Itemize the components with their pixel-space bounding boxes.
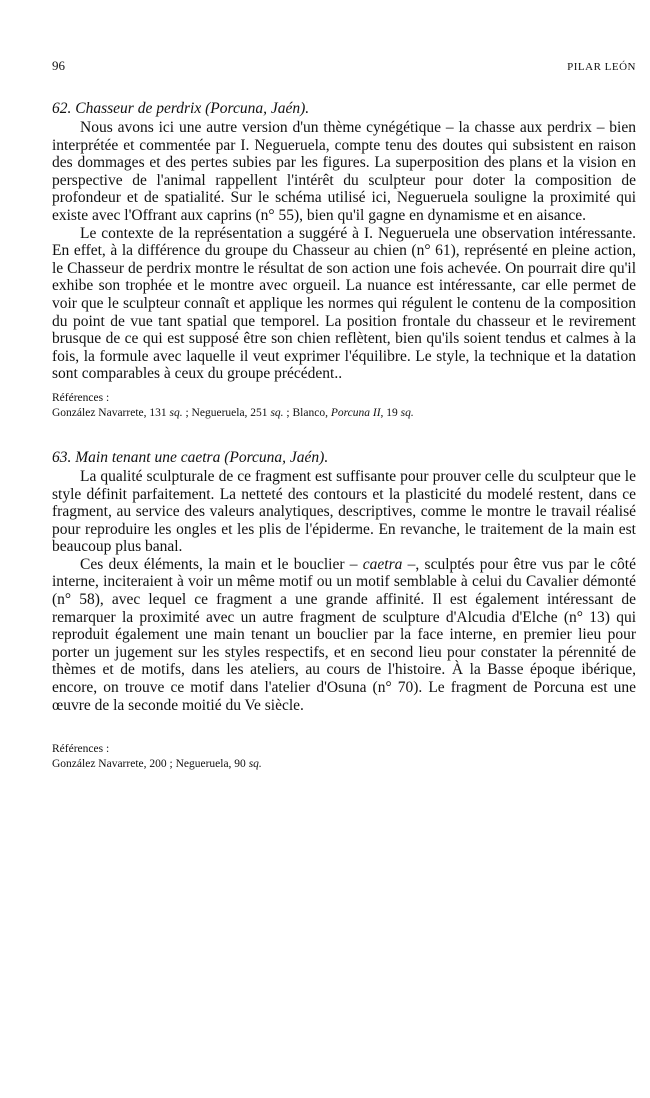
entry-title: 62. Chasseur de perdrix (Porcuna, Jaén). <box>52 100 310 117</box>
reference-abbrev: sq. <box>270 406 284 419</box>
italic-term: caetra <box>362 555 403 573</box>
catalog-entry-62 <box>52 100 636 421</box>
paragraph-text: –, sculptés pour être vus par le côté interne, inciteraient à voir un même motif ou un motif semblable à celui du Cavalier démonté (n° 58), avec lequel ce fragment a une grande affinité. Il est également intéressant de remarquer la proximité avec un autre fragment de sculpture d'Alcudia d'Elche (n° 13) qui reproduit également une main tenant un bouclier par la face interne, en premier lieu pour porter un jugement sur les styles respectifs, et en second lieu pour constater la pérennité de thèmes et de motifs, dans les ateliers, au cours de l'histoire. À la Basse époque ibérique, encore, on trouve ce motif dans l'atelier d'Osuna (n° 70). Le fragment de Porcuna est une œuvre de la seconde moitié du Ve siècle. <box>52 555 636 714</box>
entry-paragraph: La qualité sculpturale de ce fragment est suffisante pour prouver celle du sculpteur que le style définit parfaitement. La netteté des contours et la plasticité du modelé restent, dans ce fragment, au service des valeurs analytiques, descriptives, comme le montre le travail réalisé pour reproduire les ongles et les plis de l'épiderme. En revanche, le traitement de la main est beaucoup plus banal. <box>52 467 636 556</box>
page-number: 96 <box>52 58 65 73</box>
references-label: Références : <box>52 743 110 756</box>
page <box>52 58 636 772</box>
reference-text: González Navarrete, 200 ; Negueruela, 90 <box>52 758 249 771</box>
entry-paragraph <box>52 556 636 714</box>
paragraph-text: Ces deux éléments, la main et le bouclier – <box>80 555 363 573</box>
reference-text: , 19 <box>380 406 401 419</box>
reference-abbrev: sq. <box>248 758 262 771</box>
catalog-entry-63 <box>52 449 636 772</box>
references-label: Références : <box>52 391 110 404</box>
running-title: PILAR LEÓN <box>567 61 636 73</box>
reference-text: ; Negueruela, 251 <box>182 406 271 419</box>
reference-work-title: Porcuna II <box>330 406 381 419</box>
reference-abbrev: sq. <box>400 406 414 419</box>
reference-text: González Navarrete, 131 <box>52 406 170 419</box>
page-header <box>52 58 636 84</box>
entry-title: 63. Main tenant une caetra (Porcuna, Jaén). <box>52 448 329 466</box>
entry-paragraph: Le contexte de la représentation a suggéré à I. Negueruela une observation intéressante. En effet, à la différence du groupe du Chasseur au chien (n° 61), représenté en pleine action, le Chasseur de perdrix montre le résultat de son action une fois achevée. On pourrait dire qu'il exhibe son trophée et le montre avec orgueil. La nuance est intéressante, car elle permet de voir que le sculpteur connaît et applique les normes qui régulent le contenu de la composition du point de vue tant spatial que temporel. La position frontale du chasseur et le revirement brusque de ce qui est supposé être son chien reflètent, bien qu'ils soient tendus et calmes à la fois, la formule avec laquelle il veut exprimer l'équilibre. Le style, la technique et la datation sont comparables à ceux du groupe précédent.. <box>52 224 636 383</box>
references-list <box>52 757 636 772</box>
entry-paragraph: Nous avons ici une autre version d'un thème cynégétique – la chasse aux perdrix – bien interprétée et commentée par I. Negueruela, compte tenu des doutes qui subsistent en raison des dommages et des pertes subies par les figures. La superposition des plans et la vision en perspective de l'animal rappellent l'intérêt du sculpteur pour doter la composition de profondeur et de spatialité. Sur le schéma utilisé ici, Negueruela souligne la proximité qui existe avec l'Offrant aux caprins (n° 55), bien qu'il gagne en dynamisme et en aisance. <box>52 119 636 224</box>
references-list <box>52 406 636 421</box>
reference-text: ; Blanco, <box>283 406 331 419</box>
reference-abbrev: sq. <box>169 406 183 419</box>
